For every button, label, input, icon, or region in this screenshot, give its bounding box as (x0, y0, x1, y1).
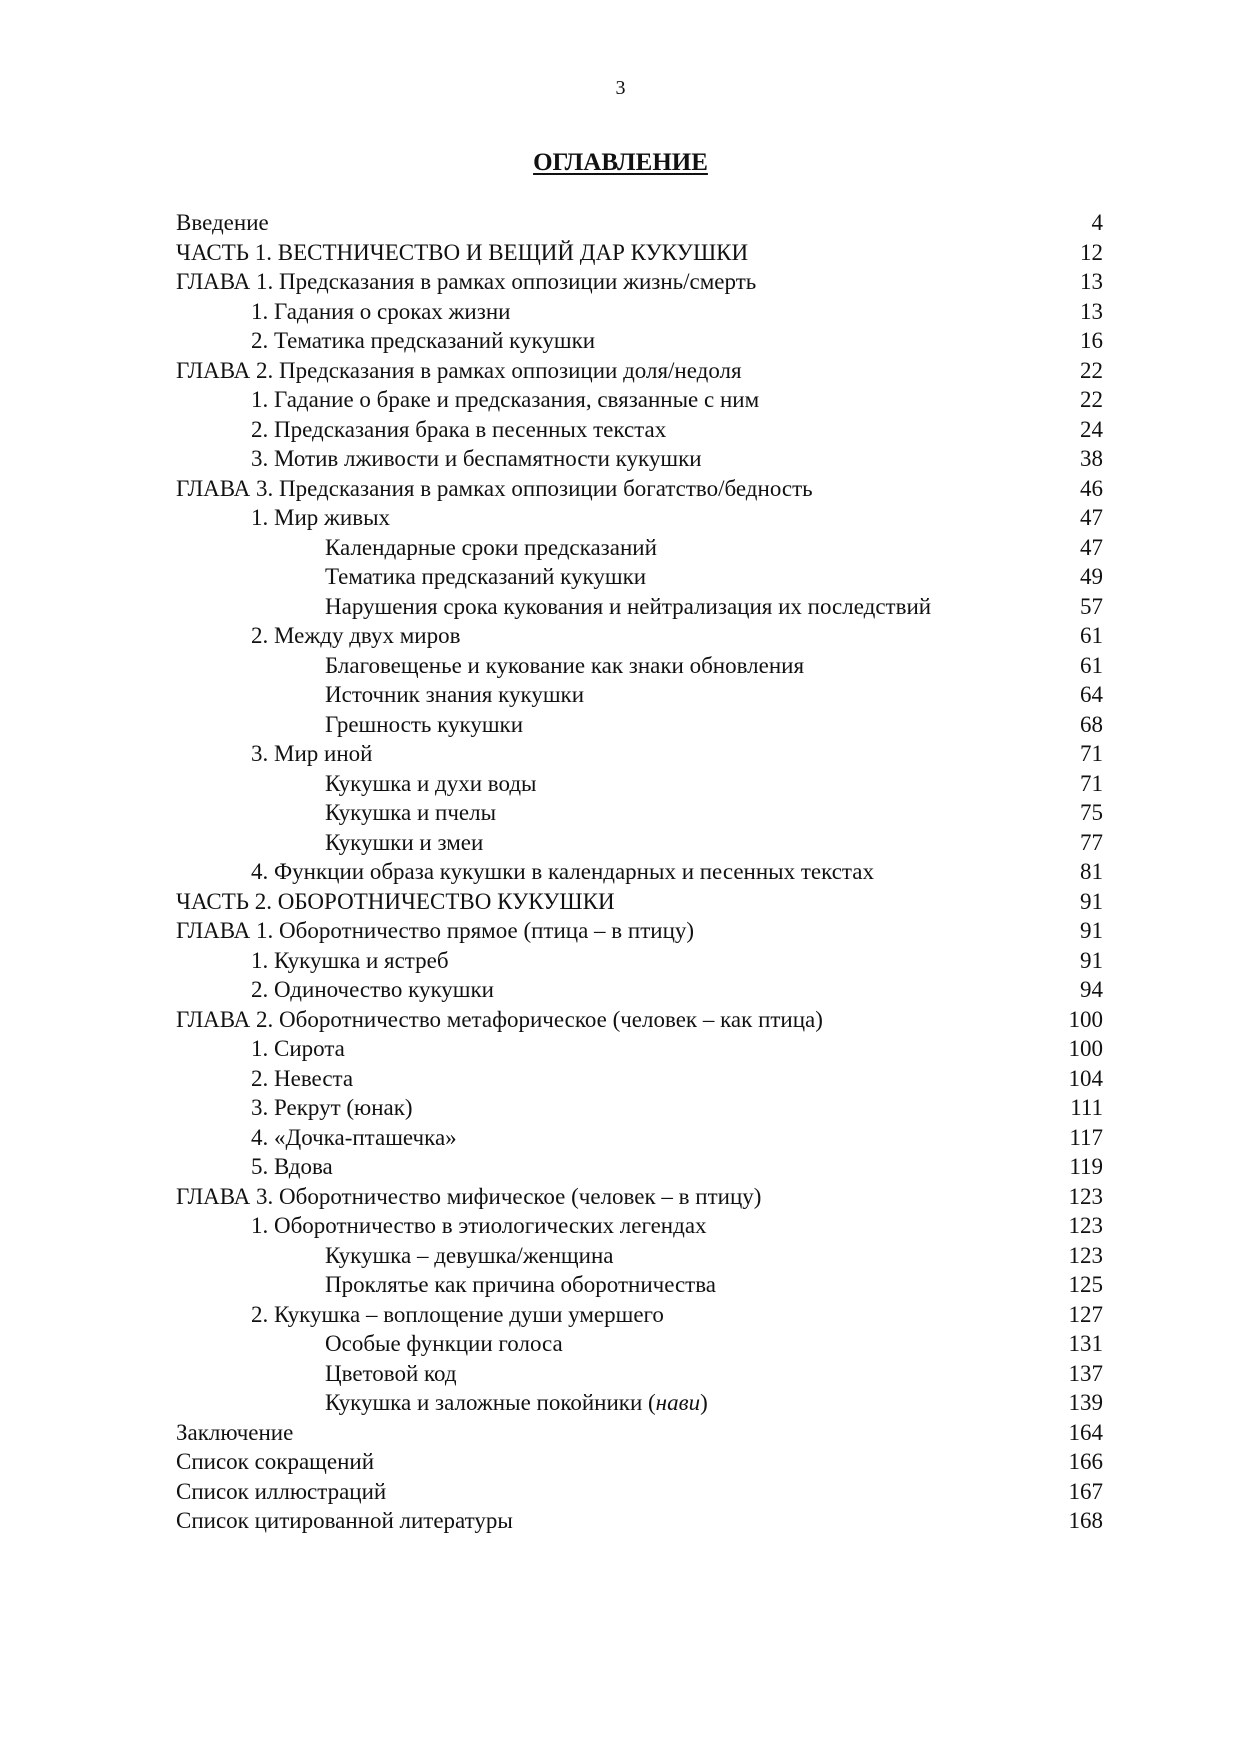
toc-entry-page: 104 (1068, 1065, 1103, 1091)
toc-entry-page: 167 (1068, 1478, 1103, 1504)
table-of-contents (176, 208, 1103, 1536)
toc-entry-title: 1. Сирота (251, 1036, 345, 1061)
toc-entry[interactable] (176, 1447, 1103, 1477)
toc-entry-title: Кукушка – девушка/женщина (325, 1242, 614, 1268)
toc-entry-page: 22 (1080, 357, 1103, 383)
toc-entry[interactable] (176, 415, 1103, 445)
toc-entry[interactable] (176, 621, 1103, 651)
toc-entry-page: 57 (1080, 593, 1103, 619)
toc-entry-title: 3. Рекрут (юнак) (251, 1095, 413, 1120)
toc-entry-page: 164 (1068, 1419, 1103, 1445)
toc-entry-title: Кукушка и заложные покойники (нави) (325, 1390, 708, 1415)
toc-entry-title: Источник знания кукушки (325, 682, 585, 707)
toc-entry[interactable] (176, 1093, 1103, 1123)
toc-entry-page: 12 (1080, 239, 1103, 265)
toc-entry-title: ГЛАВА 2. Оборотничество метафорическое (человек – как птица) (176, 1006, 823, 1032)
toc-entry-page: 47 (1080, 505, 1103, 530)
toc-entry[interactable] (176, 356, 1103, 386)
toc-entry-page: 111 (1070, 1095, 1103, 1120)
toc-entry-page: 123 (1068, 1183, 1103, 1209)
toc-entry[interactable] (176, 326, 1103, 356)
toc-entry-page: 91 (1080, 888, 1103, 914)
toc-entry-page: 137 (1068, 1360, 1103, 1386)
toc-entry-page: 139 (1068, 1390, 1103, 1415)
toc-entry[interactable] (176, 1182, 1103, 1212)
toc-entry-title: 2. Невеста (251, 1065, 354, 1091)
toc-entry[interactable] (176, 1418, 1103, 1448)
toc-entry-title: 1. Оборотничество в этиологических легендах (251, 1213, 707, 1238)
toc-entry[interactable] (176, 769, 1103, 799)
toc-entry-page: 68 (1080, 711, 1103, 737)
toc-entry-title: Введение (176, 210, 269, 235)
toc-entry-title: 4. Функции образа кукушки в календарных и песенных текстах (251, 859, 874, 884)
toc-entry-title: 1. Мир живых (251, 505, 391, 530)
toc-entry-title: Нарушения срока кукования и нейтрализация их последствий (325, 593, 932, 619)
toc-entry[interactable] (176, 592, 1103, 622)
toc-entry-title: Кукушки и змеи (325, 829, 484, 855)
toc-entry-page: 47 (1080, 534, 1103, 560)
toc-entry[interactable] (176, 208, 1103, 238)
toc-entry[interactable] (176, 946, 1103, 976)
toc-entry-page: 71 (1080, 741, 1103, 766)
toc-entry-title: 2. Кукушка – воплощение души умершего (251, 1301, 664, 1327)
toc-entry-title: 2. Предсказания брака в песенных текстах (251, 416, 667, 442)
toc-title: ОГЛАВЛЕНИЕ (533, 149, 708, 176)
toc-entry[interactable] (176, 267, 1103, 297)
toc-entry-title: ЧАСТЬ 2. ОБОРОТНИЧЕСТВО КУКУШКИ (176, 888, 615, 914)
toc-entry-title: 1. Гадание о браке и предсказания, связанные с ним (251, 387, 760, 412)
toc-entry-title: ГЛАВА 3. Оборотничество мифическое (человек – в птицу) (176, 1183, 762, 1209)
toc-entry-page: 22 (1080, 387, 1103, 412)
toc-entry[interactable] (176, 710, 1103, 740)
toc-entry-title: 2. Тематика предсказаний кукушки (251, 328, 596, 353)
toc-entry-page: 13 (1080, 298, 1103, 324)
toc-entry-title: Грешность кукушки (325, 711, 524, 737)
toc-entry[interactable] (176, 1064, 1103, 1094)
toc-entry-title: Цветовой код (325, 1360, 457, 1386)
toc-entry-page: 49 (1080, 564, 1103, 589)
toc-entry-title: Заключение (176, 1419, 294, 1445)
toc-entry-page: 24 (1080, 416, 1103, 442)
toc-entry[interactable] (176, 798, 1103, 828)
toc-entry[interactable] (176, 1211, 1103, 1241)
toc-entry[interactable] (176, 857, 1103, 887)
toc-entry[interactable] (176, 385, 1103, 415)
toc-entry-page: 4 (1091, 210, 1103, 235)
toc-entry[interactable] (176, 444, 1103, 474)
toc-entry[interactable] (176, 238, 1103, 268)
toc-entry[interactable] (176, 1329, 1103, 1359)
toc-entry-title: ГЛАВА 3. Предсказания в рамках оппозиции богатство/бедность (176, 475, 813, 501)
toc-entry-page: 91 (1080, 947, 1103, 973)
toc-entry[interactable] (176, 739, 1103, 769)
toc-entry-title: Кукушка и духи воды (325, 770, 537, 796)
toc-entry-title: ЧАСТЬ 1. ВЕСТНИЧЕСТВО И ВЕЩИЙ ДАР КУКУШКИ (176, 239, 749, 265)
toc-entry-page: 131 (1068, 1331, 1103, 1356)
toc-entry[interactable] (176, 1300, 1103, 1330)
toc-entry-page: 94 (1080, 977, 1103, 1002)
toc-entry[interactable] (176, 651, 1103, 681)
toc-entry[interactable] (176, 1359, 1103, 1389)
toc-entry[interactable] (176, 1034, 1103, 1064)
toc-entry-title: Список цитированной литературы (176, 1508, 513, 1533)
toc-entry-page: 119 (1069, 1154, 1103, 1179)
toc-entry-page: 123 (1068, 1213, 1103, 1238)
toc-entry[interactable] (176, 533, 1103, 563)
toc-entry[interactable] (176, 916, 1103, 946)
toc-entry-page: 77 (1080, 829, 1103, 855)
toc-entry-page: 61 (1080, 652, 1103, 678)
page-number: 3 (615, 77, 626, 99)
toc-entry[interactable] (176, 887, 1103, 917)
toc-entry-title: Особые функции голоса (325, 1331, 563, 1356)
toc-entry-page: 123 (1068, 1242, 1103, 1268)
toc-entry-page: 81 (1080, 859, 1103, 884)
toc-entry-page: 100 (1068, 1036, 1103, 1061)
toc-entry-title: 3. Мотив лживости и беспамятности кукушки (251, 446, 702, 471)
toc-entry[interactable] (176, 1005, 1103, 1035)
toc-entry-title: 1. Кукушка и ястреб (251, 947, 449, 973)
toc-entry[interactable] (176, 562, 1103, 592)
toc-entry[interactable] (176, 1123, 1103, 1153)
toc-entry-title: 2. Между двух миров (251, 623, 461, 648)
toc-entry[interactable] (176, 1506, 1103, 1536)
toc-entry-page: 71 (1080, 770, 1103, 796)
toc-entry[interactable] (176, 1152, 1103, 1182)
toc-entry[interactable] (176, 474, 1103, 504)
toc-entry[interactable] (176, 1388, 1103, 1418)
toc-entry[interactable] (176, 1270, 1103, 1300)
toc-entry-page: 168 (1068, 1508, 1103, 1533)
toc-entry-page: 46 (1080, 475, 1103, 501)
toc-entry-page: 117 (1069, 1124, 1103, 1150)
toc-entry-page: 64 (1080, 682, 1103, 707)
toc-entry-title: 4. «Дочка-пташечка» (251, 1124, 457, 1150)
toc-entry-title: Список сокращений (176, 1449, 375, 1474)
toc-entry[interactable] (176, 1241, 1103, 1271)
toc-entry-page: 75 (1080, 800, 1103, 825)
toc-entry-page: 91 (1080, 918, 1103, 943)
toc-entry[interactable] (176, 828, 1103, 858)
toc-entry-title: 2. Одиночество кукушки (251, 977, 494, 1002)
toc-entry-page: 100 (1068, 1006, 1103, 1032)
toc-entry-page: 166 (1068, 1449, 1103, 1474)
toc-entry-title-italic: нави (655, 1390, 701, 1415)
toc-entry-title: 1. Гадания о сроках жизни (251, 298, 511, 324)
toc-entry[interactable] (176, 975, 1103, 1005)
toc-entry-title: Тематика предсказаний кукушки (325, 564, 647, 589)
toc-entry-title: ГЛАВА 2. Предсказания в рамках оппозиции доля/недоля (176, 357, 742, 383)
toc-entry-title: Благовещенье и кукование как знаки обновления (325, 652, 805, 678)
toc-entry-page: 38 (1080, 446, 1103, 471)
toc-entry-title: 5. Вдова (251, 1154, 333, 1179)
toc-entry-title: 3. Мир иной (251, 741, 373, 766)
toc-entry-page: 61 (1080, 623, 1103, 648)
toc-entry-title: ГЛАВА 1. Предсказания в рамках оппозиции жизнь/смерть (176, 269, 757, 294)
toc-entry-title: Проклятье как причина оборотничества (325, 1272, 716, 1297)
toc-entry[interactable] (176, 680, 1103, 710)
toc-entry[interactable] (176, 503, 1103, 533)
toc-entry-page: 13 (1080, 269, 1103, 294)
toc-entry-page: 16 (1080, 328, 1103, 353)
toc-entry[interactable] (176, 297, 1103, 327)
toc-entry-title: Кукушка и пчелы (325, 800, 497, 825)
toc-entry-title: ГЛАВА 1. Оборотничество прямое (птица – в птицу) (176, 918, 695, 943)
toc-entry-page: 127 (1068, 1301, 1103, 1327)
toc-entry-title: Календарные сроки предсказаний (325, 534, 657, 560)
toc-entry-page: 125 (1068, 1272, 1103, 1297)
toc-entry-title: Список иллюстраций (176, 1478, 387, 1504)
toc-entry[interactable] (176, 1477, 1103, 1507)
